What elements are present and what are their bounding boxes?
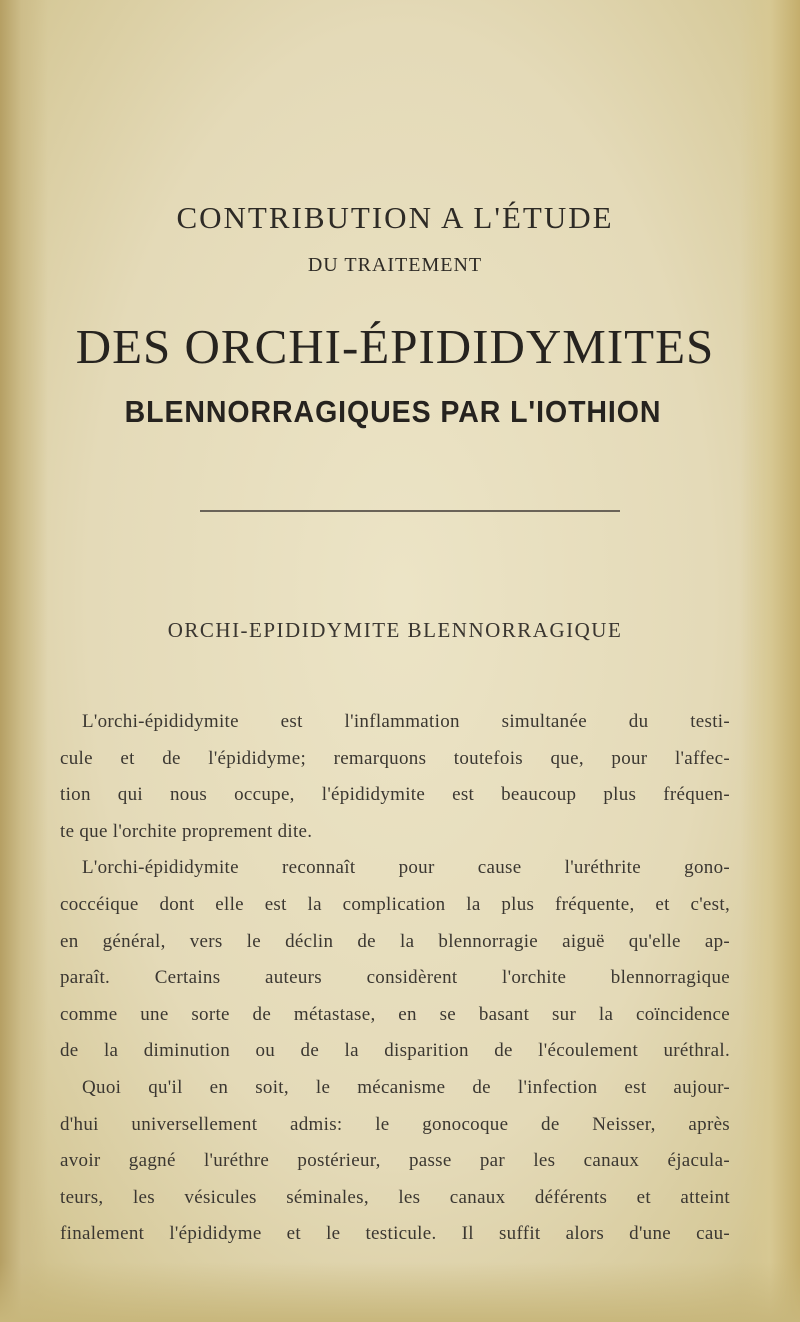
- body-line: paraît. Certains auteurs considèrent l'orchite blennorragique: [60, 967, 730, 989]
- body-line: coccéique dont elle est la complication la plus fréquente, et c'est,: [60, 893, 730, 915]
- body-line: de la diminution ou de la disparition de l'écoulement uréthral.: [60, 1040, 730, 1062]
- title-line-1: CONTRIBUTION A L'ÉTUDE: [176, 200, 614, 235]
- page-edge-bottom: [0, 1262, 800, 1322]
- body-line: d'hui universellement admis: le gonocoque de Neisser, après: [60, 1113, 730, 1135]
- body-line: tion qui nous occupe, l'épididymite est beaucoup plus fréquen-: [60, 784, 730, 806]
- body-line: Quoi qu'il en soit, le mécanisme de l'infection est aujour-: [82, 1076, 730, 1098]
- body-line: te que l'orchite proprement dite.: [60, 820, 313, 842]
- title-line-4: BLENNORRAGIQUES PAR L'IOTHION: [124, 394, 662, 429]
- body-line: L'orchi-épididymite reconnaît pour cause l'uréthrite gono-: [82, 857, 730, 879]
- body-line: en général, vers le déclin de la blennorragie aiguë qu'elle ap-: [60, 930, 730, 952]
- body-line: L'orchi-épididymite est l'inflammation simultanée du testi-: [82, 711, 730, 732]
- body-paragraphs: [60, 704, 730, 1253]
- body-line: teurs, les vésicules séminales, les canaux déférents et atteint: [60, 1186, 730, 1208]
- title-line-2: DU TRAITEMENT: [307, 254, 483, 276]
- title-line-3: DES ORCHI-ÉPIDIDYMITES: [75, 319, 715, 374]
- page-edge-left: [0, 0, 48, 1322]
- body-line: comme une sorte de métastase, en se basant sur la coïncidence: [60, 1003, 730, 1025]
- page-edge-right: [740, 0, 800, 1322]
- body-line: avoir gagné l'uréthre postérieur, passe par les canaux éjacula-: [60, 1150, 730, 1172]
- body-line: cule et de l'épididyme; remarquons toutefois que, pour l'affec-: [60, 747, 730, 769]
- title-divider-rule: [200, 510, 620, 512]
- section-heading: ORCHI-EPIDIDYMITE BLENNORRAGIQUE: [167, 618, 623, 642]
- body-line: finalement l'épididyme et le testicule. Il suffit alors d'une cau-: [60, 1223, 730, 1245]
